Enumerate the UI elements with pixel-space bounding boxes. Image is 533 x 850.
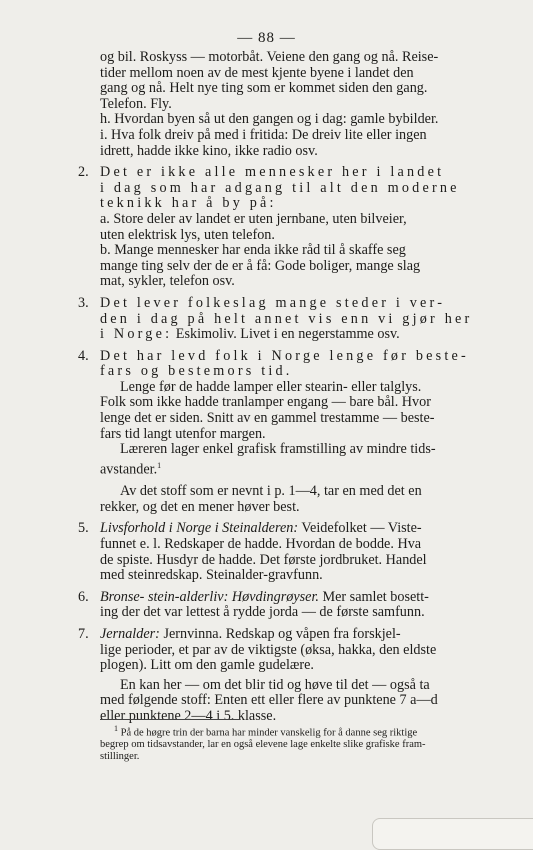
item-number: 3. [78, 294, 89, 311]
list-item-3 [78, 294, 493, 343]
text-line: fars og bestemors tid. [100, 363, 293, 380]
list-item-6 [78, 588, 493, 621]
page-number: — 88 — [237, 30, 296, 46]
text-line: de spiste. Husdyr de hadde. Det første jordbruket. Handel [100, 551, 427, 568]
text-line: h. Hvordan byen så ut den gangen og i dag: gamle bybilder. [100, 111, 439, 128]
item-number: 7. [78, 625, 89, 642]
plain-text: På de høgre trin der barna har minder vanskelig for å danne seg riktige [118, 727, 418, 739]
text-line: Telefon. Fly. [100, 95, 172, 112]
footnote-divider [100, 719, 240, 720]
text-line: tider mellom noen av de mest kjente byene i landet den [100, 64, 414, 81]
text-line: med følgende stoff: Enten ett eller flere av punktene 7 a—d [100, 692, 438, 709]
text-line: med steinredskap. Steinalder-gravfunn. [100, 567, 323, 584]
text-line: i. Hva folk dreiv på med i fritida: De dreiv lite eller ingen [100, 126, 427, 143]
text-line: mat, sykler, telefon osv. [100, 273, 235, 290]
footnote-marker: 1 [114, 724, 118, 733]
text-line: Det har levd folk i Norge lenge før beste- [100, 347, 469, 364]
text-line: idrett, hadde ikke kino, ikke radio osv. [100, 142, 318, 159]
text-line: ing der det var lettest å rydde jorda — de første samfunn. [100, 604, 425, 621]
text-line: Det lever folkeslag mange steder i ver- [100, 294, 446, 311]
text-line: plogen). Litt om den gamle gudelære. [100, 657, 314, 674]
item-number: 6. [78, 588, 89, 605]
text-line: lenge det er siden. Snitt av en gammel trestamme — beste- [100, 410, 435, 427]
plain-text: Jernvinna. Redskap og våpen fra forskjel- [159, 625, 401, 642]
text-line: begrep om tidsavstander, lar en også elevene lage enkelte slike grafiske fram- [100, 739, 426, 750]
footnote-body [100, 723, 493, 762]
text-line: og bil. Roskyss — motorbåt. Veiene den gang og nå. Reise- [100, 49, 439, 65]
item-number: 5. [78, 520, 89, 537]
text-line: Lenge før de hadde lamper eller stearin- eller talglys. [120, 378, 422, 395]
text-line: i dag som har adgang til alt den moderne [100, 179, 460, 196]
text-line: b. Mange mennesker har enda ikke råd til å skaffe seg [100, 242, 406, 259]
page-body [78, 49, 493, 724]
text-line: Læreren lager enkel grafisk framstilling av mindre tids- [120, 441, 436, 458]
text-line: den i dag på helt annet vis enn vi gjør her [100, 310, 473, 327]
text-line [100, 521, 493, 537]
text-line: uten elektrisk lys, uten telefon. [100, 226, 275, 243]
list-item-2 [78, 164, 493, 290]
text-line: Folk som ikke hadde tranlamper engang — bare bål. Hvor [100, 394, 431, 411]
plain-text: avstander. [100, 461, 158, 478]
item-body [100, 521, 493, 583]
item-body [100, 590, 493, 621]
footnote-marker: 1 [157, 460, 162, 470]
text-line: lige perioder, et par av de viktigste (øksa, hakka, den eldste [100, 641, 437, 658]
text-line [100, 590, 493, 606]
text-line: gang og nå. Helt nye ting som er kommet siden den gang. [100, 80, 428, 97]
item-body [100, 296, 493, 343]
text-line: Av det stoff som er nevnt i p. 1—4, tar en med det en [120, 483, 422, 500]
text-line: eller punktene 2—4 i 5. klasse. [100, 707, 277, 724]
text-line: a. Store deler av landet er uten jernbane, uten bilveier, [100, 210, 407, 227]
item-number: 2. [78, 164, 89, 181]
item-heading [100, 165, 493, 212]
text-line: stillinger. [100, 750, 140, 762]
closing-paragraph [100, 678, 493, 725]
footnote [100, 723, 493, 762]
item-title: Bronse- stein-alderliv: Høvdingrøyser. [100, 588, 319, 605]
text-line: teknikk har å by på: [100, 195, 277, 212]
text-line: rekker, og det en mener høver best. [100, 498, 300, 515]
item-body [100, 212, 493, 290]
text-line: Det er ikke alle mennesker her i landet [100, 164, 445, 181]
item-number: 4. [78, 347, 89, 364]
page-corner-mark [372, 818, 533, 850]
item-heading [100, 349, 493, 380]
list-item-7 [78, 625, 493, 674]
item-body [100, 484, 493, 515]
list-item-5 [78, 520, 493, 584]
text-line [100, 723, 493, 739]
plain-text: Eskimoliv. Livet i en negerstamme osv. [172, 326, 400, 343]
item-body [100, 627, 493, 674]
text-line [100, 458, 493, 478]
list-item-4 [78, 347, 493, 516]
text-line: En kan her — om det blir tid og høve til det — også ta [120, 676, 430, 693]
intro-paragraph [100, 50, 493, 159]
text-line: funnet e. l. Redskaper de hadde. Hvordan de bodde. Hva [100, 535, 422, 552]
text-line [100, 627, 493, 643]
text-line: mange ting selv der de er å få: Gode boliger, mange slag [100, 257, 421, 274]
item-title: Jernalder: [100, 625, 160, 642]
item-title: Livsforhold i Norge i Steinalderen: [100, 520, 299, 537]
text-line: fars tid langt utenfor margen. [100, 425, 266, 442]
plain-text: Mer samlet bosett- [318, 588, 429, 605]
plain-text: Veidefolket — Viste- [298, 520, 422, 537]
spaced-text: i Norge: [100, 326, 173, 343]
text-line [100, 327, 493, 343]
item-body [100, 380, 493, 478]
